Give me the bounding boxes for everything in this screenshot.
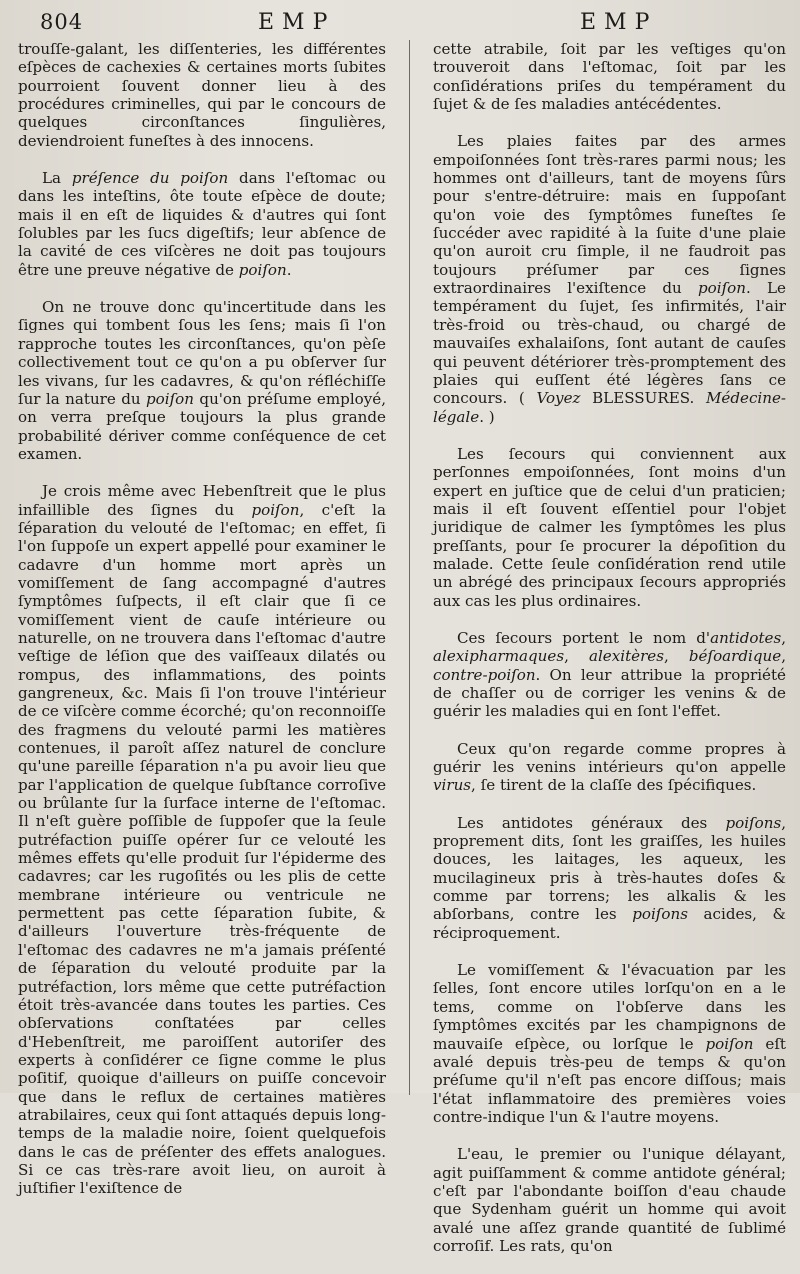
right-column-paragraph: Le vomiſſement & l'évacuation par les ſelles, ſont encore utiles lorſqu'on en a le tems, comme on l'obſerve dans les ſymptômes excités par les champignons de mauvaiſe eſpèce, ou lorſque le poiſon eſt avalé depuis très-peu de temps & qu'on préſume qu'il n'eſt pas encore diſſous; mais l'état inflammatoire des premières voies contre-indique l'un & l'autre moyens. (433, 961, 786, 1126)
left-column-paragraph: Je crois même avec Hebenſtreit que le plus infaillible des ſignes du poiſon, c'eſt la ſéparation du velouté de l'eſtomac; en effet, ſi l'on ſuppoſe un expert appellé pour examiner le cadavre d'un homme mort après un vomiſſement de ſang accompagné d'autres ſymptômes ſuſpects, il eſt clair que ſi ce vomiſſement vient de cauſe intérieure ou naturelle, on ne trouvera dans l'eſtomac d'autre veſtige de léſion que des vaiſſeaux dilatés ou rompus, des inflammations, des points gangreneux, &c. Mais ſi l'on trouve l'intérieur de ce viſcère comme écorché; qu'on reconnoiſſe des fragmens du velouté parmi les matières contenues, il paroît aſſez naturel de conclure qu'une pareille ſéparation n'a pu avoir lieu que par l'application de quelque ſubſtance corroſive ou brûlante ſur la ſurface interne de l'eſtomac. Il n'eſt guère poſſible de ſuppoſer que la ſeule putréfaction puiſſe opérer ſur ce velouté les mêmes effets qu'elle produit ſur l'épiderme des cadavres; car les rugoſités ou les plis de cette membrane intérieure ou ventricule ne permettent pas cette ſéparation ſubite, & d'ailleurs l'ouverture très-fréquente de l'eſtomac des cadavres ne m'a jamais préſenté de ſéparation du velouté produite par la putréfaction, lors même que cette putréfaction étoit très-avancée dans toutes les parties. Ces obſervations conſtatées par celles d'Hebenſtreit, me paroiſſent autoriſer des experts à conſidérer ce ſigne comme le plus poſitif, quoique d'ailleurs on puiſſe concevoir que dans le reflux de certaines matières atrabilaires, ceux qui ſont attaqués depuis long-temps de la maladie noire, ſoient quelquefois dans le cas de préſenter des effets analogues. Si ce cas très-rare avoit lieu, on auroit à juſtifier l'exiſtence de (18, 482, 386, 1198)
running-head-right: EMP (580, 10, 658, 35)
left-column-paragraph: On ne trouve donc qu'incertitude dans les ſignes qui tombent ſous les ſens; mais ſi l'on rapproche toutes les circonſtances, qu'on pèſe collectivement tout ce qu'on a pu obſerver ſur les vivans, ſur les cadavres, & qu'on réfléchiſſe ſur la nature du poiſon qu'on préſume employé, on verra preſque toujours la plus grande probabilité dériver comme conſéquence de cet examen. (18, 298, 386, 463)
left-column-paragraph: La préſence du poiſon dans l'eſtomac ou dans les inteſtins, ôte toute eſpèce de doute; mais il en eſt de liquides & d'autres qui ſont ſolubles par les ſucs digeſtifs; leur abſence de la cavité de ces viſcères ne doit pas toujours être une preuve négative de poiſon. (18, 169, 386, 279)
text-columns (18, 40, 786, 1274)
left-column-paragraph: trouſſe-galant, les diſſenteries, les différentes eſpèces de cachexies & certaines morts ſubites pourroient ſouvent donner lieu à des procédures criminelles, qui par le concours de quelques circonſtances ſingulières, deviendroient funeſtes à des innocens. (18, 40, 386, 150)
right-column-paragraph: Les plaies faites par des armes empoiſonnées ſont très-rares parmi nous; les hommes ont d'ailleurs, tant de moyens ſûrs pour s'entre-détruire: mais en ſuppoſant qu'on voie des ſymptômes funeſtes ſe ſuccéder avec rapidité à la ſuite d'une plaie qu'on auroit cru ſimple, il ne faudroit pas toujours préſumer par ces ſignes extraordinaires l'exiſtence du poiſon. Le tempérament du ſujet, ſes infirmités, l'air très-froid ou très-chaud, ou chargé de mauvaiſes exhalaiſons, ſont autant de cauſes qui peuvent détériorer très-promptement des plaies qui euſſent été légères ſans ce concours. ( Voyez BLESSURES. Médecine-légale. ) (433, 132, 786, 426)
page-header (40, 6, 786, 40)
column-divider (409, 40, 410, 1095)
right-column-paragraph: L'eau, le premier ou l'unique délayant, agit puiſſamment & comme antidote général; c'eſt par l'abondante boiſſon d'eau chaude que Sydenham guérit un homme qui avoit avalé une aſſez grande quantité de ſublimé corroſif. Les rats, qu'on (433, 1145, 786, 1255)
right-column-paragraph: Ces ſecours portent le nom d'antidotes, alexipharmaques, alexitères, béſoardique, contre-poiſon. On leur attribue la propriété de chaſſer ou de corriger les venins & de guérir les maladies qui en ſont l'effet. (433, 628, 786, 721)
right-column-paragraph: Les antidotes généraux des poiſons, proprement dits, ſont les graiſſes, les huiles douces, les laitages, les aqueux, les mucilagineux pris à très-hautes doſes & comme par torrens; les alkalis & les abſorbans, contre les poiſons acides, & réciproquement. (433, 813, 786, 942)
right-column-paragraph: cette atrabile, ſoit par les veſtiges qu'on trouveroit dans l'eſtomac, ſoit par les conſidérations priſes du tempérament du ſujet & de ſes maladies antécédentes. (433, 40, 786, 114)
right-column-paragraph: Ceux qu'on regarde comme propres à guérir les venins intérieurs qu'on appelle virus, ſe tirent de la claſſe des ſpécifiques. (433, 739, 786, 795)
right-column (433, 40, 786, 1274)
running-head-left: EMP (258, 10, 336, 35)
right-column-paragraph: Les ſecours qui conviennent aux perſonnes empoiſonnées, ſont moins d'un expert en juſtice que de celui d'un praticien; mais il eſt ſouvent eſſentiel pour l'objet juridique de calmer les ſymptômes les plus preſſants, pour ſe procurer la dépoſition du malade. Cette ſeule conſidération rend utile un abrégé des principaux ſecours appropriés aux cas les plus ordinaires. (433, 444, 786, 610)
page-number: 804 (40, 10, 84, 34)
left-column (18, 40, 386, 1274)
